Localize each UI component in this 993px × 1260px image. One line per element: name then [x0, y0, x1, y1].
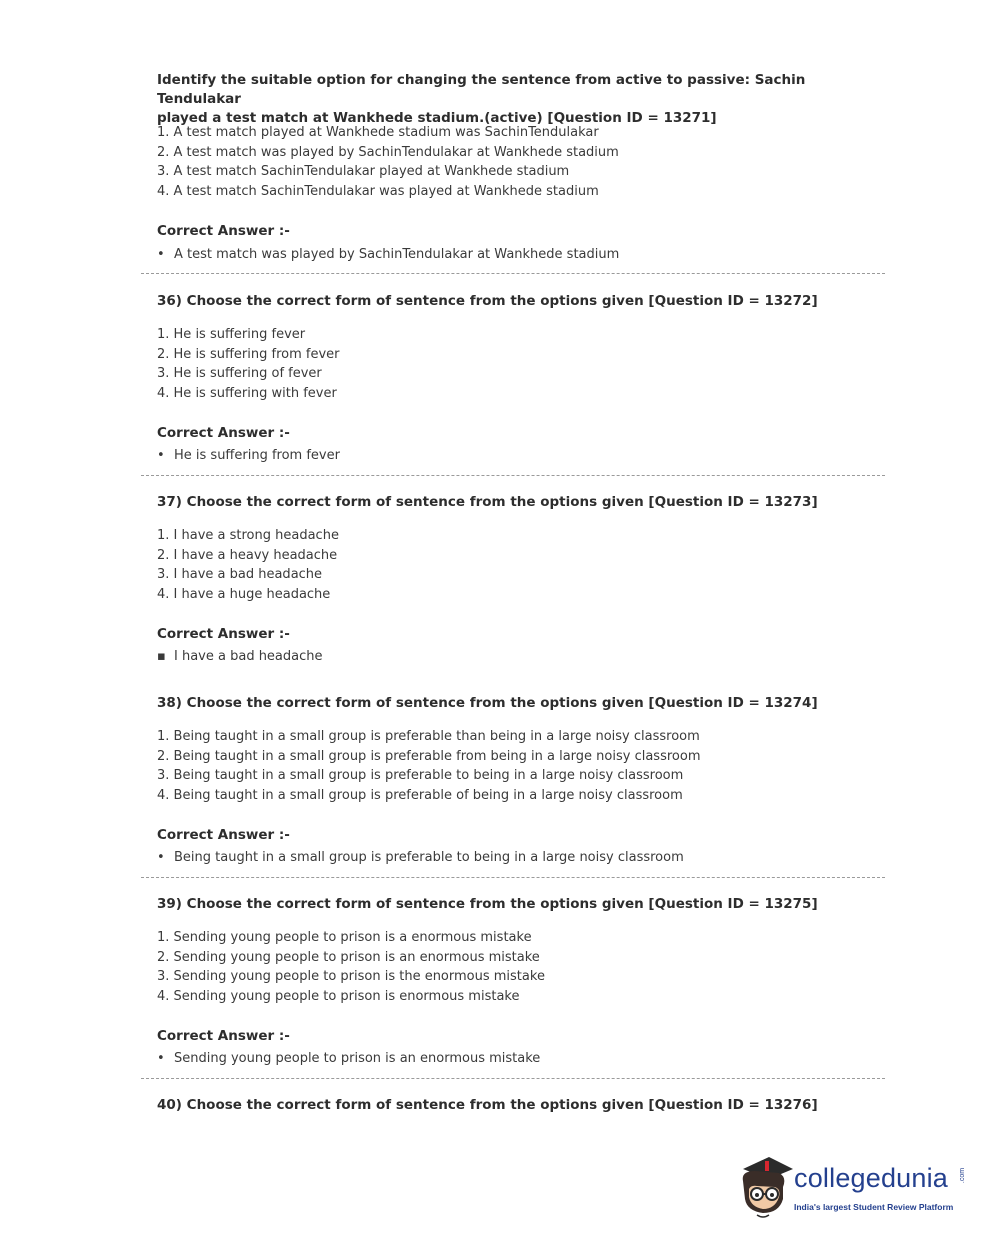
option-4: 4. A test match SachinTendulakar was played at Wankhede stadium	[157, 183, 599, 199]
correct-answer-text: He is suffering from fever	[174, 448, 340, 463]
correct-answer-heading: Correct Answer :-	[157, 827, 290, 843]
option-1: 1. I have a strong headache	[157, 528, 339, 543]
option-3: 3. He is suffering of fever	[157, 366, 322, 382]
option-3: 3. Being taught in a small group is preferable to being in a large noisy classroom	[157, 768, 684, 784]
option-1: 1. Sending young people to prison is a enormous mistake	[157, 930, 532, 945]
correct-answer	[157, 647, 857, 666]
question-39-title: 39) Choose the correct form of sentence from the options given [Question ID = 13275]	[157, 896, 818, 912]
question-title	[157, 71, 857, 128]
collegedunia-logo	[735, 1155, 965, 1225]
separator	[141, 877, 885, 878]
correct-answer-text: A test match was played by SachinTendulakar at Wankhede stadium	[174, 247, 620, 262]
separator	[141, 475, 885, 476]
separator	[141, 273, 885, 274]
option-3: 3. I have a bad headache	[157, 567, 323, 583]
option-4: 4. Being taught in a small group is preferable of being in a large noisy classroom	[157, 787, 683, 803]
options-list	[157, 526, 857, 604]
option-2: 2. A test match was played by SachinTendulakar at Wankhede stadium	[157, 144, 619, 160]
option-2: 2. I have a heavy headache	[157, 547, 338, 563]
option-2: 2. Sending young people to prison is an enormous mistake	[157, 949, 540, 965]
bullet-icon: •	[157, 850, 165, 865]
option-2: 2. He is suffering from fever	[157, 346, 340, 362]
separator	[141, 1078, 885, 1079]
correct-answer-text: I have a bad headache	[174, 649, 323, 664]
correct-answer-text: Sending young people to prison is an enormous mistake	[174, 1051, 541, 1066]
options-list	[157, 727, 857, 805]
correct-answer	[157, 446, 857, 465]
option-1: 1. He is suffering fever	[157, 327, 306, 342]
question-35	[157, 71, 857, 128]
question-38-title: 38) Choose the correct form of sentence from the options given [Question ID = 13274]	[157, 695, 818, 711]
correct-answer-heading: Correct Answer :-	[157, 223, 290, 239]
option-4: 4. Sending young people to prison is enormous mistake	[157, 988, 520, 1004]
option-3: 3. A test match SachinTendulakar played at Wankhede stadium	[157, 164, 570, 180]
options-list	[157, 123, 857, 201]
mascot-icon	[735, 1155, 793, 1221]
question-title-line-2: played a test match at Wankhede stadium.(active) [Question ID = 13271]	[157, 110, 717, 126]
bullet-icon: •	[157, 247, 165, 262]
bullet-icon: •	[157, 1051, 165, 1066]
correct-answer-heading: Correct Answer :-	[157, 626, 290, 642]
correct-answer	[157, 245, 857, 264]
logo-suffix: .com	[959, 1167, 967, 1184]
option-2: 2. Being taught in a small group is preferable from being in a large noisy classroom	[157, 748, 701, 764]
correct-answer	[157, 1049, 857, 1068]
correct-answer	[157, 848, 857, 867]
question-40-title: 40) Choose the correct form of sentence from the options given [Question ID = 13276]	[157, 1097, 818, 1113]
correct-answer-text: Being taught in a small group is preferable to being in a large noisy classroom	[174, 850, 684, 865]
options-list	[157, 325, 857, 403]
question-36-title: 36) Choose the correct form of sentence from the options given [Question ID = 13272]	[157, 293, 818, 309]
option-3: 3. Sending young people to prison is the enormous mistake	[157, 969, 545, 985]
options-list	[157, 928, 857, 1006]
logo-wordmark: collegedunia	[794, 1163, 949, 1193]
option-1: 1. A test match played at Wankhede stadium was SachinTendulakar	[157, 125, 599, 140]
correct-answer-heading: Correct Answer :-	[157, 1028, 290, 1044]
option-1: 1. Being taught in a small group is preferable than being in a large noisy classroom	[157, 729, 700, 744]
bullet-icon: ▪	[157, 649, 166, 664]
logo-tagline: India's largest Student Review Platform	[794, 1202, 954, 1212]
option-4: 4. He is suffering with fever	[157, 385, 337, 401]
correct-answer-heading: Correct Answer :-	[157, 425, 290, 441]
option-4: 4. I have a huge headache	[157, 586, 331, 602]
question-title-line-1: Identify the suitable option for changing the sentence from active to passive: Sachin Tendulakar	[157, 72, 806, 107]
question-37-title: 37) Choose the correct form of sentence from the options given [Question ID = 13273]	[157, 494, 818, 510]
bullet-icon: •	[157, 448, 165, 463]
